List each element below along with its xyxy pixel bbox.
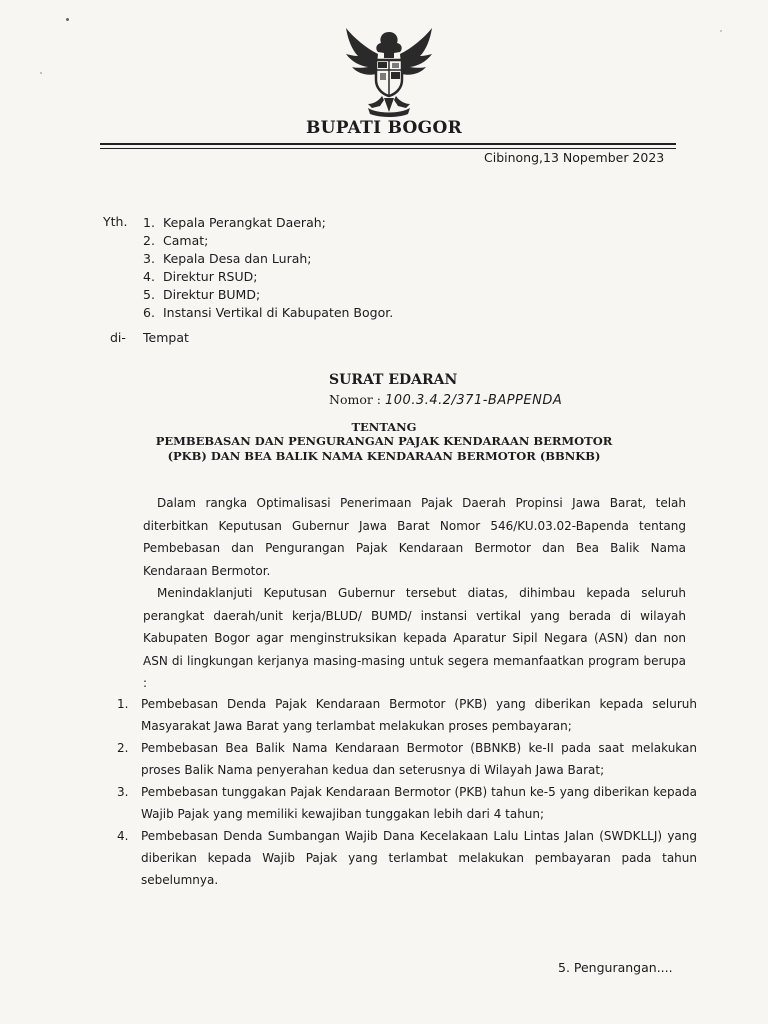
program-list — [117, 693, 697, 891]
circular-subject — [0, 434, 768, 464]
recipients-list — [143, 214, 393, 322]
circular-subject-line2: (PKB) DAN BEA BALIK NAMA KENDARAAN BERMOTOR (BBNKB) — [167, 449, 601, 463]
list-item: 6. Instansi Vertikal di Kabupaten Bogor. — [143, 305, 394, 320]
list-item: 2. Pembebasan Bea Balik Nama Kendaraan Bermotor (BBNKB) ke-II pada saat melakukan proses Balik Nama penyerahan kedua dan seterusnya di Wilayah Jawa Barat; — [117, 741, 697, 777]
scan-speck — [720, 30, 722, 32]
location-label: di- — [110, 330, 126, 345]
letter-date: Cibinong,13 Nopember 2023 — [484, 150, 665, 165]
list-item: 3. Pembebasan tunggakan Pajak Kendaraan Bermotor (PKB) tahun ke-5 yang diberikan kepada Wajib Pajak yang memiliki kewajiban tunggakan lebih dari 4 tahun; — [117, 785, 697, 821]
scan-speck — [40, 72, 42, 74]
list-item: 3. Kepala Desa dan Lurah; — [143, 251, 312, 266]
institution-title: BUPATI BOGOR — [305, 118, 463, 138]
recipients-label: Yth. — [103, 214, 128, 229]
list-item: 5. Direktur BUMD; — [143, 287, 261, 302]
circular-number — [329, 392, 562, 408]
header-rule-thin — [100, 148, 676, 149]
circular-about: TENTANG — [351, 420, 417, 434]
header-rule-thick — [100, 143, 676, 145]
body-paragraph-2: Menindaklanjuti Keputusan Gubernur tersebut diatas, dihimbau kepada seluruh perangkat daerah/unit kerja/BLUD/ BUMD/ instansi vertikal yang berada di wilayah Kabupaten Bogor agar menginstruksikan kepada Aparatur Sipil Negara (ASN) dan non ASN di lingkungan kerjanya masing-masing untuk segera memanfaatkan program berupa : — [143, 586, 686, 690]
list-item: 1. Kepala Perangkat Daerah; — [143, 215, 326, 230]
circular-title: SURAT EDARAN — [329, 372, 458, 388]
continuation-marker: 5. Pengurangan.... — [558, 960, 673, 975]
circular-number-label: Nomor : — [329, 392, 382, 407]
location-place: Tempat — [143, 330, 189, 345]
body-paragraph-1: Dalam rangka Optimalisasi Penerimaan Pajak Daerah Propinsi Jawa Barat, telah diterbitkan Keputusan Gubernur Jawa Barat Nomor 546/KU.03.02-Bapenda tentang Pembebasan dan Pengurangan Pajak Kendaraan Bermotor dan Bea Balik Nama Kendaraan Bermotor. — [143, 496, 686, 578]
scan-speck — [66, 18, 69, 21]
circular-subject-line1: PEMBEBASAN DAN PENGURANGAN PAJAK KENDARAAN BERMOTOR — [155, 434, 613, 448]
list-item: 4. Pembebasan Denda Sumbangan Wajib Dana Kecelakaan Lalu Lintas Jalan (SWDKLLJ) yang diberikan kepada Wajib Pajak yang terlambat melakukan pembayaran pada tahun sebelumnya. — [117, 829, 697, 887]
list-item: 1. Pembebasan Denda Pajak Kendaraan Bermotor (PKB) yang diberikan kepada seluruh Masyarakat Jawa Barat yang terlambat melakukan proses pembayaran; — [117, 697, 697, 733]
garuda-emblem-icon — [338, 22, 440, 122]
circular-number-value: 100.3.4.2/371-BAPPENDA — [385, 393, 563, 408]
list-item: 2. Camat; — [143, 233, 209, 248]
list-item: 4. Direktur RSUD; — [143, 269, 258, 284]
